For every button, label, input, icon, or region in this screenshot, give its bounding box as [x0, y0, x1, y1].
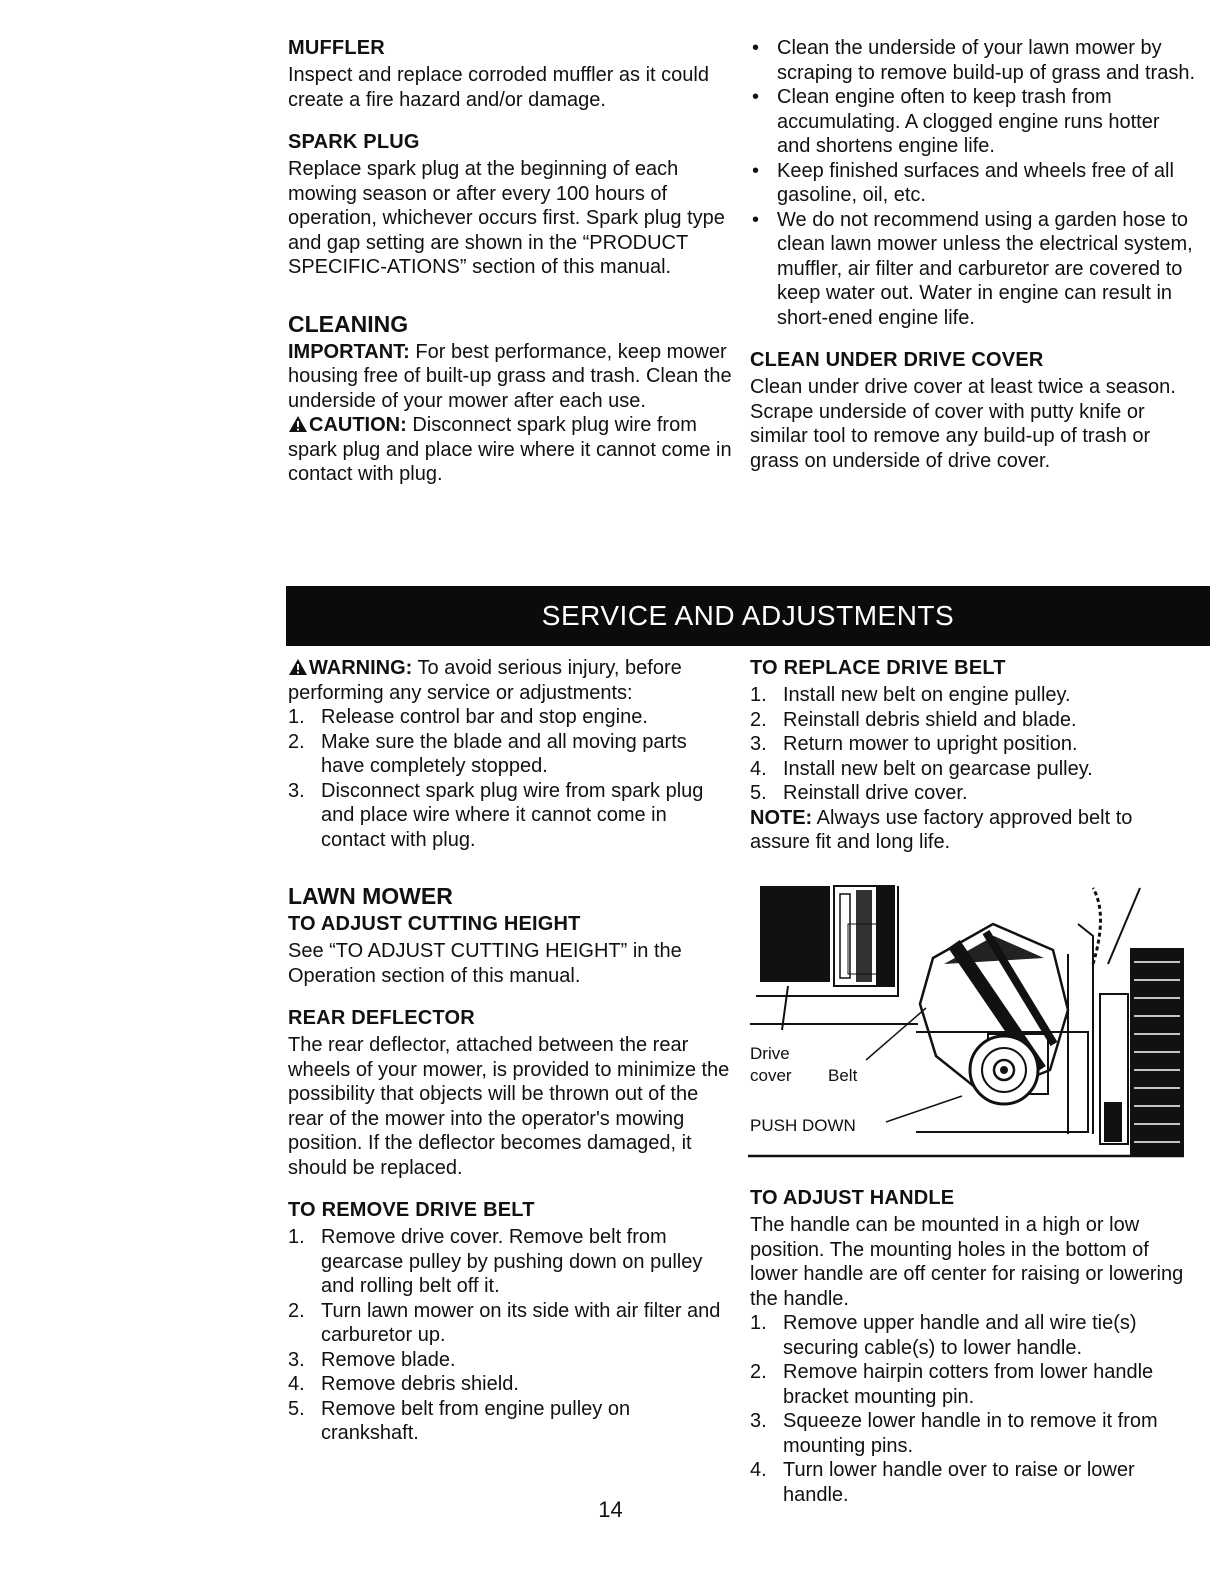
caution-triangle-icon	[288, 415, 308, 433]
list-item: 2. Make sure the blade and all moving parts have completely stopped.	[288, 730, 687, 777]
left-bottom-column	[288, 656, 733, 1446]
warning-steps	[288, 705, 733, 852]
remove-belt-steps	[288, 1225, 733, 1446]
caution-label: CAUTION:	[309, 414, 407, 436]
cover-label: cover	[750, 1066, 792, 1085]
list-item: 1. Remove drive cover. Remove belt from gearcase pulley by pushing down on pulley and rolling belt off it.	[288, 1226, 703, 1297]
replace-belt-heading: TO REPLACE DRIVE BELT	[750, 657, 1006, 679]
list-item: 3. Remove blade.	[288, 1348, 456, 1371]
cutting-height-text: See “TO ADJUST CUTTING HEIGHT” in the Operation section of this manual.	[288, 940, 682, 987]
warning-triangle-icon	[288, 658, 308, 676]
rear-deflector-heading: REAR DEFLECTOR	[288, 1007, 475, 1029]
spark-plug-text: Replace spark plug at the beginning of each mowing season or after every 100 hours of operation, whichever occurs first. Spark plug type and gap setting are shown in the “PRODUCT SPECIFIC-ATIONS” section of this manual.	[288, 158, 725, 278]
list-item: 1. Remove upper handle and all wire tie(s) securing cable(s) to lower handle.	[750, 1312, 1137, 1359]
section-banner: SERVICE AND ADJUSTMENTS	[286, 586, 1210, 646]
warning-label: WARNING:	[309, 657, 413, 679]
list-item: 5. Remove belt from engine pulley on crankshaft.	[288, 1397, 631, 1444]
drive-belt-illustration	[748, 884, 1186, 1160]
note-label: NOTE:	[750, 806, 813, 829]
list-item: 3. Squeeze lower handle in to remove it from mounting pins.	[750, 1410, 1158, 1457]
list-item: 1. Release control bar and stop engine.	[288, 706, 648, 728]
cutting-height-heading: TO ADJUST CUTTING HEIGHT	[288, 913, 581, 935]
list-item: 4. Turn lower handle over to raise or lower handle.	[750, 1459, 1135, 1506]
left-top-column	[288, 36, 733, 487]
muffler-heading: MUFFLER	[288, 37, 385, 59]
note-text: Always use factory approved belt to assure fit and long life.	[750, 806, 1133, 853]
list-item: 2. Reinstall debris shield and blade.	[750, 708, 1077, 731]
page-number: 14	[598, 1497, 623, 1522]
caution-paragraph	[288, 413, 733, 487]
rear-deflector-text: The rear deflector, attached between the rear wheels of your mower, is provided to minimize the possibility that objects will be thrown out of the rear of the mower into the operator's mowing position. If the deflector becomes damaged, it should be replaced.	[288, 1034, 730, 1179]
list-item: 3. Disconnect spark plug wire from spark plug and place wire where it cannot come in contact with plug.	[288, 779, 704, 851]
lawn-mower-heading: LAWN MOWER	[288, 883, 453, 909]
list-item: • Clean the underside of your lawn mower by scraping to remove build-up of grass and trash.	[750, 36, 1195, 85]
adjust-handle-text: The handle can be mounted in a high or low position. The mounting holes in the bottom of lower handle are off center for raising or lowering the handle.	[750, 1214, 1184, 1310]
list-item: 2. Remove hairpin cotters from lower handle bracket mounting pin.	[750, 1361, 1154, 1408]
remove-belt-heading: TO REMOVE DRIVE BELT	[288, 1199, 535, 1221]
spark-plug-heading: SPARK PLUG	[288, 131, 420, 153]
list-item: • Keep finished surfaces and wheels free of all gasoline, oil, etc.	[750, 159, 1195, 208]
drive-label: Drive	[750, 1044, 790, 1063]
right-bottom-column	[750, 656, 1195, 855]
adjust-handle-section	[750, 1186, 1195, 1507]
cleaning-heading: CLEANING	[288, 310, 409, 337]
list-item: 4. Remove debris shield.	[288, 1373, 519, 1395]
push-down-label: PUSH DOWN	[750, 1116, 856, 1135]
important-text: For best performance, keep mower housing free of built-up grass and trash. Clean the underside of your mower after each use.	[288, 340, 732, 412]
list-item: 4. Install new belt on gearcase pulley.	[750, 757, 1093, 780]
list-item: 3. Return mower to upright position.	[750, 733, 1078, 755]
list-item: 5. Reinstall drive cover.	[750, 782, 968, 804]
caution-text: Disconnect spark plug wire from spark plug and place wire where it cannot come in contact with plug.	[288, 414, 732, 485]
list-item: • Clean engine often to keep trash from accumulating. A clogged engine runs hotter and shortens engine life.	[750, 85, 1195, 159]
replace-belt-steps	[750, 683, 1195, 806]
right-top-column	[750, 36, 1195, 473]
important-paragraph	[288, 340, 733, 414]
warning-text: To avoid serious injury, before performing any service or adjustments:	[288, 657, 682, 704]
muffler-text: Inspect and replace corroded muffler as it could create a fire hazard and/or damage.	[288, 64, 709, 111]
adjust-handle-steps	[750, 1311, 1195, 1507]
note-paragraph	[750, 806, 1195, 855]
drive-cover-text: Clean under drive cover at least twice a season. Scrape underside of cover with putty knife or similar tool to remove any build-up of trash or grass on underside of drive cover.	[750, 376, 1176, 472]
list-item: 1. Install new belt on engine pulley.	[750, 684, 1071, 706]
important-label: IMPORTANT:	[288, 340, 410, 363]
adjust-handle-heading: TO ADJUST HANDLE	[750, 1187, 955, 1209]
list-item: • We do not recommend using a garden hose to clean lawn mower unless the electrical system, muffler, air filter and carburetor are covered to keep water out. Water in engine can result in short-ened engine life.	[750, 208, 1195, 331]
warning-paragraph	[288, 656, 733, 705]
drive-cover-heading: CLEAN UNDER DRIVE COVER	[750, 349, 1044, 371]
list-item: 2. Turn lawn mower on its side with air filter and carburetor up.	[288, 1299, 721, 1346]
belt-label: Belt	[828, 1066, 858, 1085]
cleaning-bullet-list	[750, 36, 1195, 330]
